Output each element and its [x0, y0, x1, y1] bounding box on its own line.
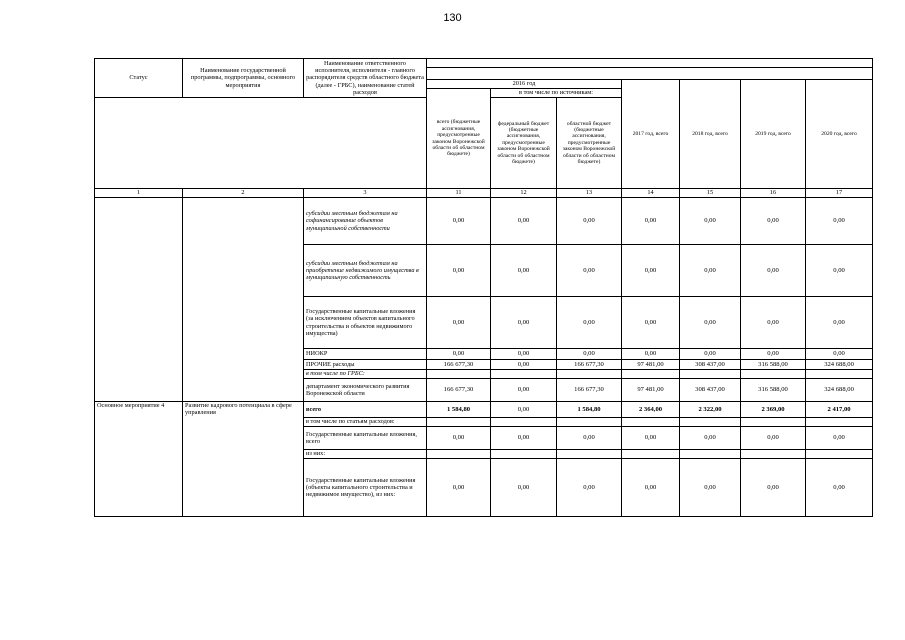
empty-cell	[622, 370, 680, 379]
value-cell: 0,00	[806, 245, 873, 297]
value-cell: 324 688,00	[806, 379, 873, 402]
row-label: всего	[304, 402, 427, 418]
col-number: 2	[183, 189, 304, 198]
value-cell: 166 677,30	[557, 379, 622, 402]
value-cell: 0,00	[806, 198, 873, 245]
row-label: департамент экономического развития Воронежской области	[304, 379, 427, 402]
col-number: 15	[680, 189, 741, 198]
empty-cell	[806, 370, 873, 379]
col-number: 12	[491, 189, 557, 198]
empty-cell	[680, 450, 741, 459]
empty-cell	[557, 418, 622, 427]
value-cell: 0,00	[680, 297, 741, 349]
header-sources: в том числе по источникам:	[491, 89, 622, 98]
value-cell: 2 417,00	[806, 402, 873, 418]
value-cell: 308 437,00	[680, 379, 741, 402]
value-cell: 2 322,00	[680, 402, 741, 418]
table-row	[95, 198, 873, 245]
header-total-2016: всего (бюджетные ассигнования, предусмотренные законом Воронежской области об областном бюджете)	[427, 89, 491, 189]
header-2019: 2019 год, всего	[741, 80, 806, 189]
empty-cell	[491, 450, 557, 459]
value-cell: 97 481,00	[622, 360, 680, 370]
empty-cell	[806, 450, 873, 459]
value-cell: 0,00	[806, 459, 873, 517]
value-cell: 0,00	[427, 297, 491, 349]
status-cell-empty	[95, 198, 183, 402]
value-cell: 2 364,00	[622, 402, 680, 418]
event4-status: Основное мероприятие 4	[95, 402, 183, 517]
header-row	[95, 59, 873, 68]
value-cell: 0,00	[427, 245, 491, 297]
header-top-blank	[427, 59, 873, 68]
row-label: Государственные капитальные вложения, всего	[304, 427, 427, 450]
value-cell: 0,00	[491, 379, 557, 402]
row-label: в том числе по ГРБС:	[304, 370, 427, 379]
value-cell: 0,00	[680, 245, 741, 297]
row-label: в том числе по статьям расходов:	[304, 418, 427, 427]
value-cell: 308 437,00	[680, 360, 741, 370]
value-cell: 0,00	[741, 297, 806, 349]
value-cell: 0,00	[491, 360, 557, 370]
empty-cell	[491, 370, 557, 379]
header-executor: Наименование ответственного исполнителя, исполнителя - главного распорядителя средств областного бюджета (далее - ГРБС), наименование статей расходов	[304, 59, 427, 98]
header-regional-2016: областной бюджет (бюджетные ассигнования, предусмотренные законом Воронежской области об областном бюджете)	[557, 98, 622, 189]
empty-cell	[741, 418, 806, 427]
empty-cell	[806, 418, 873, 427]
table-row	[95, 402, 873, 418]
value-cell: 0,00	[680, 198, 741, 245]
empty-cell	[427, 418, 491, 427]
value-cell: 0,00	[741, 459, 806, 517]
value-cell: 166 677,30	[427, 360, 491, 370]
empty-cell	[622, 450, 680, 459]
value-cell: 0,00	[806, 427, 873, 450]
value-cell: 1 584,80	[427, 402, 491, 418]
value-cell: 0,00	[491, 297, 557, 349]
empty-cell	[741, 370, 806, 379]
value-cell: 0,00	[557, 245, 622, 297]
value-cell: 97 481,00	[622, 379, 680, 402]
col-number: 17	[806, 189, 873, 198]
value-cell: 0,00	[491, 427, 557, 450]
row-label: субсидии местным бюджетам на софинансирование объектов муниципальной собственности	[304, 198, 427, 245]
col-number: 11	[427, 189, 491, 198]
col-number: 3	[304, 189, 427, 198]
value-cell: 0,00	[491, 198, 557, 245]
page-number: 130	[443, 12, 462, 24]
row-label: из них:	[304, 450, 427, 459]
value-cell: 0,00	[741, 427, 806, 450]
header-status: Статус	[95, 59, 183, 98]
value-cell: 166 677,30	[427, 379, 491, 402]
value-cell: 166 677,30	[557, 360, 622, 370]
event4-name: Развитие кадрового потенциала в сфере управления	[183, 402, 304, 517]
empty-cell	[427, 370, 491, 379]
value-cell: 0,00	[680, 459, 741, 517]
value-cell: 0,00	[622, 427, 680, 450]
value-cell: 0,00	[622, 245, 680, 297]
empty-cell	[557, 450, 622, 459]
value-cell: 316 588,00	[741, 379, 806, 402]
value-cell: 0,00	[557, 349, 622, 360]
empty-cell	[680, 418, 741, 427]
col-number: 16	[741, 189, 806, 198]
value-cell: 2 369,00	[741, 402, 806, 418]
header-federal-2016: федеральный бюджет (бюджетные ассигнования, предусмотренные законом Воронежской области об областном бюджете)	[491, 98, 557, 189]
empty-cell	[557, 370, 622, 379]
value-cell: 316 588,00	[741, 360, 806, 370]
row-label: НИОКР	[304, 349, 427, 360]
header-2020: 2020 год, всего	[806, 80, 873, 189]
value-cell: 0,00	[491, 459, 557, 517]
value-cell: 0,00	[622, 198, 680, 245]
empty-cell	[741, 450, 806, 459]
value-cell: 0,00	[622, 297, 680, 349]
value-cell: 0,00	[557, 198, 622, 245]
empty-cell	[427, 450, 491, 459]
budget-table	[94, 58, 873, 517]
value-cell: 0,00	[491, 402, 557, 418]
value-cell: 0,00	[427, 198, 491, 245]
value-cell: 1 584,80	[557, 402, 622, 418]
program-cell-empty	[183, 198, 304, 402]
value-cell: 0,00	[427, 427, 491, 450]
value-cell: 0,00	[806, 349, 873, 360]
header-blank-3	[95, 98, 427, 189]
empty-cell	[491, 418, 557, 427]
value-cell: 0,00	[622, 349, 680, 360]
col-number: 13	[557, 189, 622, 198]
header-2017: 2017 год, всего	[622, 80, 680, 189]
row-label: субсидии местным бюджетам на приобретение недвижимого имущества в муниципальную собственность	[304, 245, 427, 297]
row-label: ПРОЧИЕ расходы	[304, 360, 427, 370]
row-label: Государственные капитальные вложения (объекты капитального строительства и недвижимое имущество), из них:	[304, 459, 427, 517]
value-cell: 0,00	[741, 198, 806, 245]
header-program: Наименование государственной программы, подпрограммы, основного мероприятия	[183, 59, 304, 98]
row-label: Государственные капитальные вложения (за исключением объектов капитального строительства и объектов недвижимого имущества)	[304, 297, 427, 349]
value-cell: 0,00	[557, 297, 622, 349]
value-cell: 0,00	[622, 459, 680, 517]
value-cell: 0,00	[427, 349, 491, 360]
value-cell: 0,00	[557, 459, 622, 517]
value-cell: 0,00	[680, 349, 741, 360]
value-cell: 0,00	[491, 245, 557, 297]
value-cell: 0,00	[806, 297, 873, 349]
value-cell: 0,00	[741, 349, 806, 360]
header-2018: 2018 год, всего	[680, 80, 741, 189]
header-year-2016: 2016 год	[427, 80, 622, 89]
value-cell: 0,00	[491, 349, 557, 360]
empty-cell	[622, 418, 680, 427]
value-cell: 0,00	[741, 245, 806, 297]
col-number: 1	[95, 189, 183, 198]
col-number: 14	[622, 189, 680, 198]
value-cell: 0,00	[557, 427, 622, 450]
column-numbers-row	[95, 189, 873, 198]
empty-cell	[680, 370, 741, 379]
value-cell: 0,00	[427, 459, 491, 517]
value-cell: 0,00	[680, 427, 741, 450]
header-blank-2	[427, 68, 873, 80]
value-cell: 324 688,00	[806, 360, 873, 370]
